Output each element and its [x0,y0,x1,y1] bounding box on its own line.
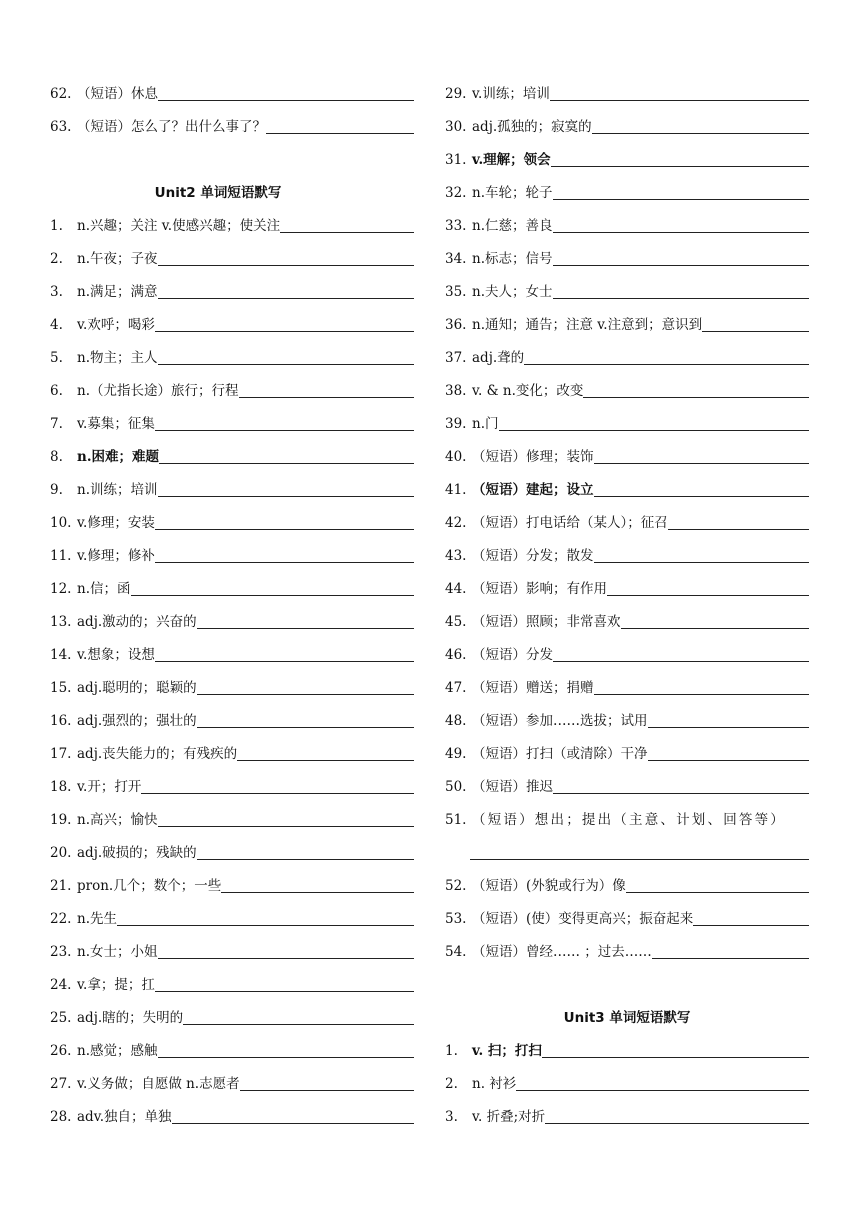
answer-blank[interactable] [239,396,415,398]
list-item: 41. （短语）建起；设立 [445,467,809,500]
answer-blank[interactable] [594,693,810,695]
list-item: 33. n.仁慈；善良 [445,203,809,236]
list-item: 63. （短语）怎么了？出什么事了？ [50,104,414,137]
answer-blank[interactable] [550,99,809,101]
answer-blank[interactable] [652,957,809,959]
answer-blank[interactable] [553,297,810,299]
list-item: 11. v.修理；修补 [50,533,414,566]
list-item: 42. （短语）打电话给（某人）；征召 [445,500,809,533]
answer-blank[interactable] [197,693,414,695]
list-item: 23. n.女士；小姐 [50,929,414,962]
list-item: 46. （短语）分发 [445,632,809,665]
answer-blank[interactable] [183,1023,414,1025]
list-item: 4. v.欢呼；喝彩 [50,302,414,335]
answer-blank[interactable] [553,231,810,233]
list-item: 24. v.拿；提；扛 [50,962,414,995]
list-item: 31. v.理解；领会 [445,137,809,170]
list-item: 52. （短语）(外貌或行为）像 [445,863,809,896]
list-item: 1. n.兴趣；关注 v.使感兴趣；使关注 [50,203,414,236]
answer-blank[interactable] [594,495,810,497]
list-item: 14. v.想象；设想 [50,632,414,665]
answer-blank[interactable] [553,792,809,794]
answer-blank[interactable] [583,396,809,398]
answer-blank[interactable] [158,363,415,365]
answer-blank[interactable] [155,429,414,431]
answer-blank[interactable] [158,297,415,299]
list-item: 43. （短语）分发；散发 [445,533,809,566]
list-item: 3. v. 折叠;对折 [445,1094,809,1127]
list-item: 37. adj.聋的 [445,335,809,368]
answer-blank[interactable] [553,198,810,200]
list-item: 32. n.车轮；轮子 [445,170,809,203]
answer-blank[interactable] [499,429,810,431]
answer-blank[interactable] [551,165,809,167]
list-item: 45. （短语）照顾；非常喜欢 [445,599,809,632]
list-item: 2. n.午夜；子夜 [50,236,414,269]
list-item: 18. v.开；打开 [50,764,414,797]
answer-blank[interactable] [141,792,414,794]
list-item: 2. n. 衬衫 [445,1061,809,1094]
answer-blank[interactable] [155,528,414,530]
answer-blank[interactable] [553,264,810,266]
answer-blank[interactable] [197,627,414,629]
list-item: 30. adj.孤独的；寂寞的 [445,104,809,137]
answer-blank[interactable] [668,528,809,530]
answer-blank[interactable] [240,1089,414,1091]
list-item: 39. n.门 [445,401,809,434]
answer-blank[interactable] [237,759,414,761]
answer-blank[interactable] [594,561,810,563]
answer-blank[interactable] [621,627,810,629]
list-item: 17. adj.丧失能力的；有残疾的 [50,731,414,764]
list-item: 48. （短语）参加……选拔；试用 [445,698,809,731]
list-item: 12. n.信；函 [50,566,414,599]
list-item: 21. pron.几个；数个；一些 [50,863,414,896]
list-item: 34. n.标志；信号 [445,236,809,269]
answer-blank[interactable] [648,759,810,761]
answer-blank[interactable] [197,858,414,860]
list-item: 20. adj.破损的；残缺的 [50,830,414,863]
answer-blank[interactable] [158,264,415,266]
unit2-heading: Unit2 单词短语默写 [154,185,282,201]
list-item: 10. v.修理；安装 [50,500,414,533]
answer-blank[interactable] [592,132,809,134]
answer-blank[interactable] [693,924,809,926]
answer-blank[interactable] [702,330,809,332]
answer-blank[interactable] [158,1056,415,1058]
answer-blank[interactable] [117,924,414,926]
answer-blank[interactable] [607,594,809,596]
list-item: 47. （短语）赠送；捐赠 [445,665,809,698]
answer-blank[interactable] [155,561,414,563]
list-item: 13. adj.激动的；兴奋的 [50,599,414,632]
answer-blank[interactable] [172,1122,414,1124]
list-item: 8. n.困难；难题 [50,434,414,467]
answer-blank[interactable] [197,726,414,728]
list-item: 6. n.（尤指长途）旅行；行程 [50,368,414,401]
list-item: 27. v.义务做；自愿做 n.志愿者 [50,1061,414,1094]
list-item: 35. n.夫人；女士 [445,269,809,302]
list-item: 50. （短语）推迟 [445,764,809,797]
answer-blank[interactable] [158,957,415,959]
answer-blank[interactable] [280,231,414,233]
answer-blank[interactable] [516,1089,809,1091]
answer-blank[interactable] [545,1122,809,1124]
answer-blank[interactable] [155,330,414,332]
list-item: 62. （短语）休息 [50,71,414,104]
list-item-continuation [445,830,809,863]
answer-blank[interactable] [131,594,415,596]
list-item: 54. （短语）曾经…… ；过去…… [445,929,809,962]
answer-blank[interactable] [594,462,810,464]
left-column [50,71,414,1127]
list-item: 36. n.通知；通告；注意 v.注意到；意识到 [445,302,809,335]
answer-blank[interactable] [524,363,809,365]
answer-blank[interactable] [553,660,809,662]
unit3-heading: Unit3 单词短语默写 [563,1010,691,1026]
answer-blank[interactable] [542,1056,809,1058]
list-item: 16. adj.强烈的；强壮的 [50,698,414,731]
list-item: 25. adj.瞎的；失明的 [50,995,414,1028]
list-item: 3. n.满足；满意 [50,269,414,302]
list-item: 9. n.训练；培训 [50,467,414,500]
list-item: 38. v. & n.变化；改变 [445,368,809,401]
answer-blank[interactable] [158,825,415,827]
answer-blank[interactable] [158,99,414,101]
answer-blank[interactable] [266,132,414,134]
answer-blank[interactable] [221,891,414,893]
list-item: 26. n.感觉；感触 [50,1028,414,1061]
answer-blank[interactable] [648,726,810,728]
list-item: 1. v. 扫；打扫 [445,1028,809,1061]
answer-blank[interactable] [470,858,809,860]
answer-blank[interactable] [159,462,414,464]
list-item: 28. adv.独自；单独 [50,1094,414,1127]
answer-blank[interactable] [155,990,414,992]
list-item: 53. （短语）(使）变得更高兴；振奋起来 [445,896,809,929]
list-item: 15. adj.聪明的；聪颖的 [50,665,414,698]
answer-blank[interactable] [155,660,414,662]
list-item: 5. n.物主；主人 [50,335,414,368]
list-item: 22. n.先生 [50,896,414,929]
list-item: 19. n.高兴；愉快 [50,797,414,830]
list-item: 7. v.募集；征集 [50,401,414,434]
answer-blank[interactable] [158,495,415,497]
list-item: 29. v.训练；培训 [445,71,809,104]
answer-blank[interactable] [626,891,809,893]
list-item: 40. （短语）修理；装饰 [445,434,809,467]
right-column [445,71,809,1127]
list-item: 49. （短语）打扫（或清除）干净 [445,731,809,764]
list-item: 51. （短语）想出；提出（主意、计划、回答等） [445,812,786,828]
list-item: 44. （短语）影响；有作用 [445,566,809,599]
